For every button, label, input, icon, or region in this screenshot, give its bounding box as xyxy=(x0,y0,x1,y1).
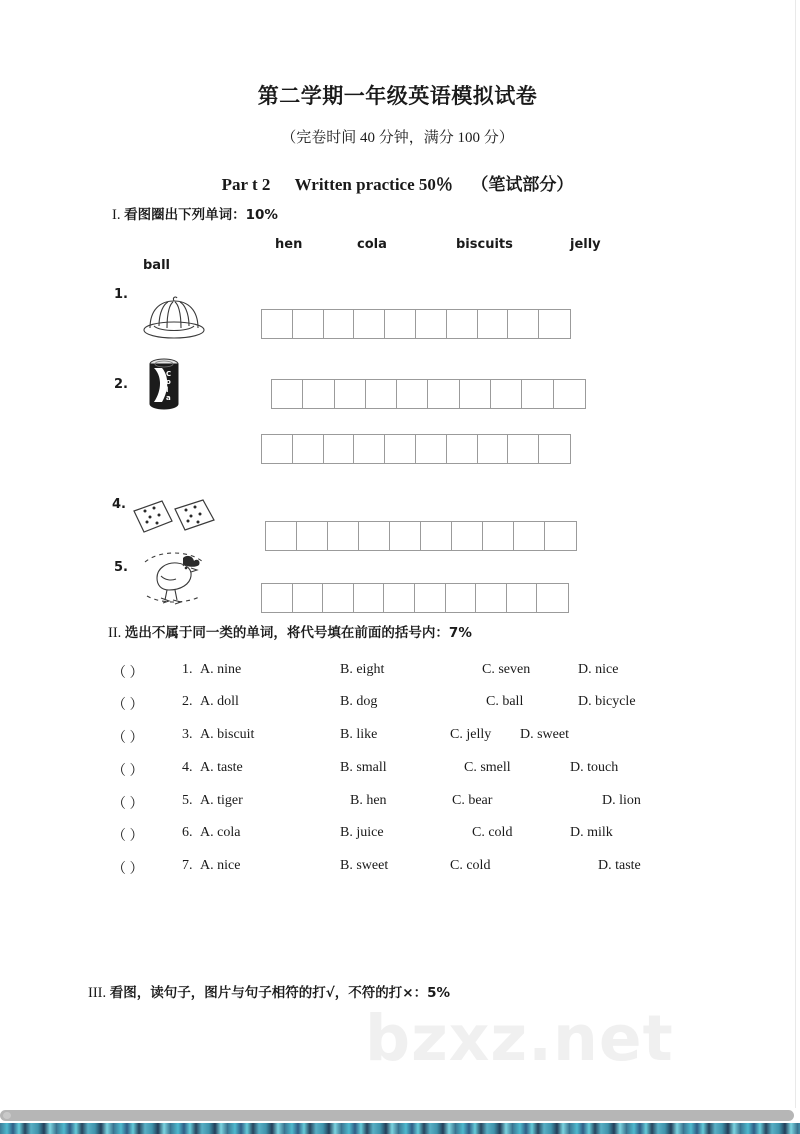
grid-cell[interactable] xyxy=(324,310,355,338)
section-2-heading xyxy=(108,621,472,642)
question-number: 3. xyxy=(182,727,193,742)
option-c[interactable]: C. cold xyxy=(472,825,513,840)
option-b[interactable]: B. like xyxy=(340,727,378,742)
option-d[interactable]: D. milk xyxy=(570,825,613,840)
grid-cell[interactable] xyxy=(354,310,385,338)
grid-cell[interactable] xyxy=(397,380,428,408)
jelly-icon xyxy=(137,292,211,347)
option-c[interactable]: C. jelly xyxy=(450,727,492,742)
option-d[interactable]: D. bicycle xyxy=(578,694,636,709)
word-bank-hen: hen xyxy=(275,237,303,252)
page-title: 第二学期一年级英语模拟试卷 xyxy=(257,84,538,108)
option-c[interactable]: C. seven xyxy=(482,662,531,677)
grid-cell[interactable] xyxy=(428,380,459,408)
part-chinese-title: （笔试部分） xyxy=(471,175,574,194)
grid-cell[interactable] xyxy=(554,380,585,408)
answer-grid-5[interactable] xyxy=(261,583,569,613)
grid-cell[interactable] xyxy=(476,584,507,612)
grid-cell[interactable] xyxy=(384,584,415,612)
question-number: 7. xyxy=(182,858,193,873)
option-d[interactable]: D. lion xyxy=(602,793,641,808)
item-number-1: 1. xyxy=(114,287,128,302)
grid-cell[interactable] xyxy=(335,380,366,408)
section-3-heading xyxy=(88,981,450,1002)
question-number: 1. xyxy=(182,662,193,677)
grid-cell[interactable] xyxy=(324,435,355,463)
biscuits-icon xyxy=(128,495,220,544)
part-heading xyxy=(0,170,795,195)
grid-cell[interactable] xyxy=(328,522,359,550)
section-1-instruction: 看图圈出下列单词：10% xyxy=(124,207,278,223)
option-b[interactable]: B. small xyxy=(340,760,387,775)
section-2-instruction: 选出不属于同一类的单词，将代号填在前面的括号内：7% xyxy=(124,625,472,641)
grid-cell[interactable] xyxy=(323,584,354,612)
part-english-title: Written practice 50％ xyxy=(294,175,453,194)
question-number: 6. xyxy=(182,825,193,840)
grid-cell[interactable] xyxy=(539,435,570,463)
grid-cell[interactable] xyxy=(385,435,416,463)
grid-cell[interactable] xyxy=(460,380,491,408)
mc-question-7 xyxy=(112,858,712,878)
answer-parenthesis[interactable]: （ ） xyxy=(112,862,144,877)
grid-cell[interactable] xyxy=(303,380,334,408)
grid-cell[interactable] xyxy=(522,380,553,408)
exam-subtitle: （完卷时间 40 分钟，满分 100 分） xyxy=(281,130,514,146)
cola-can-icon xyxy=(142,356,186,417)
question-number: 5. xyxy=(182,793,193,808)
grid-cell[interactable] xyxy=(354,584,385,612)
mc-question-6 xyxy=(112,825,712,845)
option-c[interactable]: C. cold xyxy=(450,858,491,873)
grid-cell[interactable] xyxy=(416,310,447,338)
bottom-image-strip xyxy=(0,1123,800,1134)
option-d[interactable]: D. sweet xyxy=(520,727,569,742)
grid-cell[interactable] xyxy=(415,584,446,612)
word-bank-biscuits: biscuits xyxy=(456,237,513,252)
question-number: 2. xyxy=(182,694,193,709)
grid-cell[interactable] xyxy=(262,584,293,612)
option-c[interactable]: C. smell xyxy=(464,760,511,775)
grid-cell[interactable] xyxy=(514,522,545,550)
svg-text:a: a xyxy=(166,394,171,402)
mc-question-2 xyxy=(112,694,712,714)
grid-cell[interactable] xyxy=(537,584,568,612)
grid-cell[interactable] xyxy=(508,435,539,463)
grid-cell[interactable] xyxy=(446,584,477,612)
item-number-4: 4. xyxy=(112,497,126,512)
grid-cell[interactable] xyxy=(452,522,483,550)
option-c[interactable]: C. bear xyxy=(452,793,493,808)
grid-cell[interactable] xyxy=(416,435,447,463)
grid-cell[interactable] xyxy=(262,435,293,463)
answer-parenthesis[interactable]: （ ） xyxy=(112,829,144,844)
option-c[interactable]: C. ball xyxy=(486,694,524,709)
svg-text:o: o xyxy=(166,378,171,386)
svg-text:l: l xyxy=(166,386,169,394)
site-watermark: bzxz.net xyxy=(365,1002,674,1075)
question-number: 4. xyxy=(182,760,193,775)
mc-question-1 xyxy=(112,662,712,682)
grid-cell[interactable] xyxy=(483,522,514,550)
option-a[interactable]: A. nine xyxy=(200,662,242,677)
section-1-number: I. xyxy=(112,207,121,223)
word-bank-jelly: jelly xyxy=(570,237,601,252)
item-number-5: 5. xyxy=(114,560,128,575)
item-number-2: 2. xyxy=(114,377,128,392)
mc-question-3 xyxy=(112,727,712,747)
grid-cell[interactable] xyxy=(447,435,478,463)
mc-question-4 xyxy=(112,760,712,780)
option-d[interactable]: D. touch xyxy=(570,760,619,775)
answer-grid-3[interactable] xyxy=(261,434,571,464)
mc-question-5 xyxy=(112,793,712,813)
word-bank-ball: ball xyxy=(143,258,170,273)
option-b[interactable]: B. eight xyxy=(340,662,385,677)
answer-grid-2[interactable] xyxy=(271,379,586,409)
answer-parenthesis[interactable]: （ ） xyxy=(112,666,144,681)
option-a[interactable]: A. biscuit xyxy=(200,727,255,742)
grid-cell[interactable] xyxy=(478,310,509,338)
scrollbar-thumb[interactable] xyxy=(3,1112,11,1119)
answer-parenthesis[interactable]: （ ） xyxy=(112,797,144,812)
grid-cell[interactable] xyxy=(421,522,452,550)
part-label: Par t 2 xyxy=(221,175,271,194)
option-b[interactable]: B. dog xyxy=(340,694,378,709)
word-bank-cola: cola xyxy=(357,237,387,252)
grid-cell[interactable] xyxy=(366,380,397,408)
grid-cell[interactable] xyxy=(297,522,328,550)
option-b[interactable]: B. juice xyxy=(340,825,384,840)
grid-cell[interactable] xyxy=(545,522,576,550)
grid-cell[interactable] xyxy=(293,310,324,338)
answer-grid-4[interactable] xyxy=(265,521,577,551)
grid-cell[interactable] xyxy=(293,584,324,612)
grid-cell[interactable] xyxy=(491,380,522,408)
grid-cell[interactable] xyxy=(359,522,390,550)
answer-parenthesis[interactable]: （ ） xyxy=(112,698,144,713)
option-d[interactable]: D. taste xyxy=(598,858,641,873)
option-b[interactable]: B. hen xyxy=(350,793,387,808)
option-a[interactable]: A. tiger xyxy=(200,793,243,808)
grid-cell[interactable] xyxy=(508,310,539,338)
grid-cell[interactable] xyxy=(266,522,297,550)
section-2-number: II. xyxy=(108,625,122,641)
option-a[interactable]: A. cola xyxy=(200,825,241,840)
section-3-instruction: 看图，读句子，图片与句子相符的打√，不符的打×：5% xyxy=(109,985,450,1001)
option-b[interactable]: B. sweet xyxy=(340,858,389,873)
horizontal-scrollbar[interactable] xyxy=(0,1110,794,1121)
option-d[interactable]: D. nice xyxy=(578,662,619,677)
option-a[interactable]: A. taste xyxy=(200,760,243,775)
option-a[interactable]: A. doll xyxy=(200,694,239,709)
section-3-number: III. xyxy=(88,985,107,1001)
grid-cell[interactable] xyxy=(507,584,538,612)
grid-cell[interactable] xyxy=(478,435,509,463)
grid-cell[interactable] xyxy=(390,522,421,550)
hen-icon xyxy=(131,546,217,611)
section-1-heading xyxy=(112,203,278,224)
answer-parenthesis[interactable]: （ ） xyxy=(112,764,144,779)
grid-cell[interactable] xyxy=(354,435,385,463)
answer-grid-1[interactable] xyxy=(261,309,571,339)
grid-cell[interactable] xyxy=(385,310,416,338)
grid-cell[interactable] xyxy=(262,310,293,338)
answer-parenthesis[interactable]: （ ） xyxy=(112,731,144,746)
grid-cell[interactable] xyxy=(293,435,324,463)
grid-cell[interactable] xyxy=(272,380,303,408)
svg-text:C: C xyxy=(166,370,172,378)
option-a[interactable]: A. nice xyxy=(200,858,241,873)
grid-cell[interactable] xyxy=(539,310,570,338)
grid-cell[interactable] xyxy=(447,310,478,338)
